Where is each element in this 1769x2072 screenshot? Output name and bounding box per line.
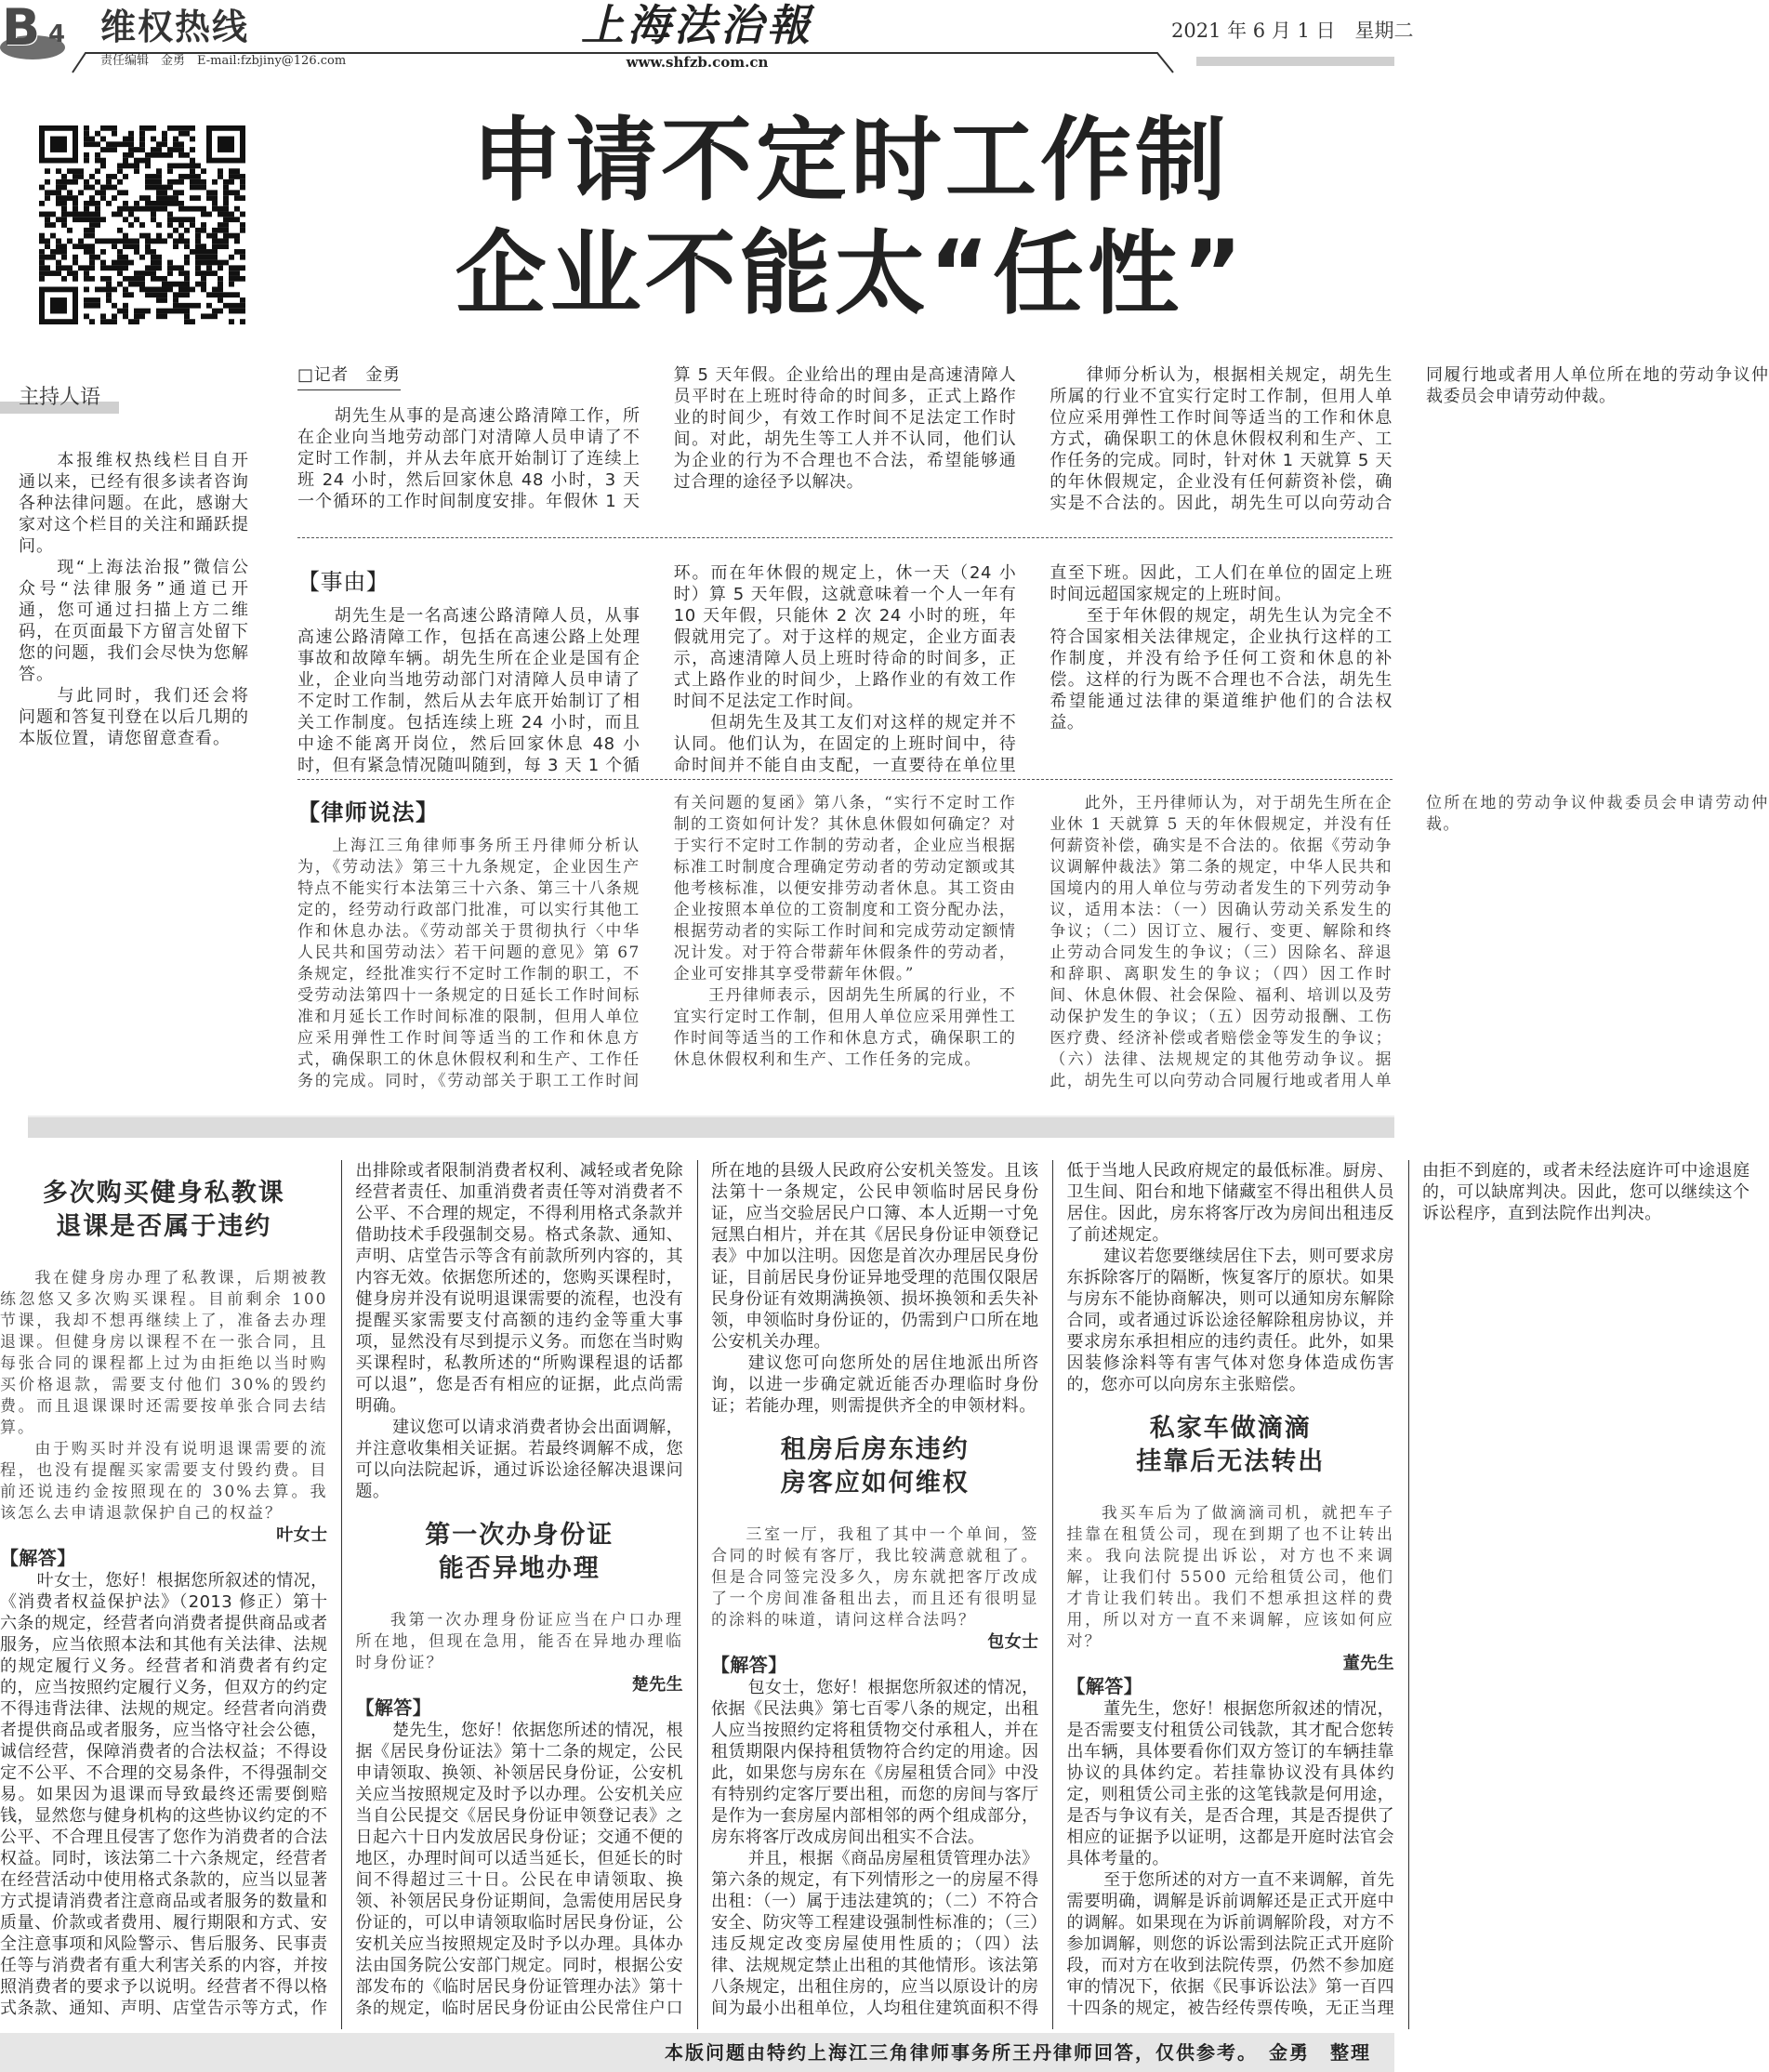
host-column-text [19,450,249,749]
headline [437,104,1264,331]
editor-line: 责任编辑 金勇 E-mail:fzbjiny@126.com [100,54,347,68]
article-lawyer-section [297,793,1769,1100]
qa-signature: 包女士 [987,1632,1039,1652]
qa-answer: 董先生，您好！根据您所叙述的情况，是否需要支付租赁公司钱款，其才配合您转出车辆，具体要看你们双方签订的车辆挂靠协议的具体约定。若挂靠协议没有具体约定，则租赁公司主张的这笔钱款是何用途，是否与争议有关，是否合理，其是否提供了相应的证据予以证明，这都是开庭时法官会具体考量的。 [1066,1699,1394,1868]
headline-line-1: 申请不定时工作制 [470,108,1230,214]
qa-answer-label: 【解答】 [711,1654,787,1676]
qa-title-line: 能否异地办理 [438,1554,601,1583]
intro-paragraph: 律师分析认为，根据相关规定，胡先生所属的行业不宜实行定时工作制，但用人单位应采用弹性工作时间等适当的工作和休息方式，确保职工的休息休假权利和生产、工作任务的完成。同时，针对休 1 天就算 5 天的年休假规定，企业没有任何薪资补偿，确实是不合法的。因此，胡先生可以向劳动合同履行地或者用人单位所在地的劳动争议仲裁委员会申请劳动仲裁。 [1050,365,1769,513]
qa-answer: 建议您可向您所处的居住地派出所咨询，以进一步确定就近能否办理临时身份证；若能办理，则需提供齐全的申领材料。 [711,1353,1039,1416]
qa-question: 由于购买时并没有说明退课需要的流程，也没有提醒买家需要支付毁约费。目前还说违约金按照现在的 30%去算。我该怎么去申请退款保护自己的权益？ [0,1440,328,1523]
cause-heading: 【事由】 [297,569,389,595]
qa-title [356,1519,684,1586]
lawyer-paragraph: 上海江三角律师事务所王丹律师分析认为，《劳动法》第三十九条规定，企业因生产特点不能实行本法第三十六条、第三十八条规定的，经劳动行政部门批准，可以实行其他工作和休息办法。《劳动部关于贯彻执行〈中华人民共和国劳动法〉若干问题的意见》第 67 条规定，经批准实行不定时工作制的职工，不受劳动法第四十一条规定的日延长工作时间标准和月延长工作时间标准的限制，但用人单位应采用弹性工作时间等适当的工作和休息方式，确保职工的休息休假权利和生产、工作任务的完成。同时，《劳动部关于职工工作时间有关问题的复函》第八条，“实行不定时工作制的工资如何计发？其休息休假如何确定？对于实行不定时工作制的劳动者，企业应当根据标准工时制度合理确定劳动者的劳动定额或其他考核标准，以便安排劳动者休息。其工资由企业按照本单位的工资制度和工资分配办法，根据劳动者的实际工作时间和完成劳动定额情况计发。对于符合带薪年休假条件的劳动者，企业可安排其享受带薪年休假。” [297,794,1017,1090]
qa-signature: 董先生 [1342,1654,1394,1673]
qa-title [0,1177,328,1244]
qa-title-line: 多次购买健身私教课 [42,1179,285,1208]
qa-answer: 建议若您要继续居住下去，则可要求房东拆除客厅的隔断，恢复客厅的原状。如果与房东不能协商解决，则可以通知房东解除合同，或者通过诉讼途径解除租房协议，并要求房东承担相应的违约责任。此外，如果因装修涂料等有害气体对您身体造成伤害的，您亦可以向房东主张赔偿。 [1066,1247,1394,1394]
qa-signature: 楚先生 [631,1675,683,1695]
qa-title [711,1433,1039,1500]
intro-paragraph: 胡先生从事的是高速公路清障工作，所在企业向当地劳动部门对清障人员申请了不定时工作制，并从去年底开始制订了连续上班 24 小时，然后回家休息 48 小时，3 天一个循环的工作时间制度安排。年假休 1 天算 5 天年假。企业给出的理由是高速清障人员平时在上班时待命的时间多，正式上路作业的时间少，有效工作时间不足法定工作时间。对此，胡先生等工人并不认同，他们认为企业的行为不合理也不合法，希望能够通过合理的途径予以解决。 [297,365,1017,511]
qa-answer-label: 【解答】 [0,1547,76,1569]
qa-title-line: 第一次办身份证 [425,1521,614,1550]
qa-title-line: 私家车做滴滴 [1149,1414,1312,1443]
issue-date: 2021 年 6 月 1 日 星期二 [1171,20,1414,42]
page-letter: B [2,0,41,57]
qa-answer: 至于您所述的对方一直不来调解，首先需要明确，调解是诉前调解还是正式开庭中的调解。如果现在为诉前调解阶段，对方不参加调解，则您的诉讼需到法院正式开庭阶段，而对方在收到法院传票，仍然不参加庭审的情况下，依据《民事诉讼法》第一百四十四条的规定，被告经传票传唤，无正当理由拒不到庭的，或者未经法庭许可中途退庭的，可以缺席判决。因此，您可以继续这个诉讼程序，直到法院作出判决。 [1066,1161,1750,2018]
host-paragraph: 与此同时，我们还会将问题和答复刊登在以后几期的本版位置，请您留意查看。 [19,686,249,748]
newspaper-masthead: 上海法治報 [581,0,813,50]
qa-question: 我买车后为了做滴滴司机，就把车子挂靠在租赁公司，现在到期了也不让转出来。我向法院提出诉讼，对方也不来调解，让我们付 5500 元给租赁公司，他们才肯让我们转出。我们不想承担这样的费用，所以对方一直不来调解，应该如何应对？ [1066,1504,1394,1651]
section-separator-band [28,1115,1394,1138]
qa-title-line: 退课是否属于违约 [56,1212,272,1241]
footer-bar [0,2033,1394,2072]
qa-answer: 包女士，您好！根据您所叙述的情况，依据《民法典》第七百零八条的规定，出租人应当按照约定将租赁物交付承租人，并在租赁期限内保持租赁物符合约定的用途。因此，如果您与房东在《房屋租赁合同》中没有特别约定客厅要出租，而您的房间与客厅是作为一套房屋内部相邻的两个组成部分，房东将客厅改成房间出租实不合法。 [711,1678,1039,1847]
dashed-divider [297,779,1393,780]
footer-note: 本版问题由特约上海江三角律师事务所王丹律师回答，仅供参考。 金勇 整理 [665,2041,1371,2064]
site-url[interactable]: www.shfzb.com.cn [626,54,769,71]
qa-title-line: 租房后房东违约 [780,1435,970,1464]
qa-answer: 叶女士，您好！根据您所叙述的情况，《消费者权益保护法》（2013 修正）第十六条的规定，经营者向消费者提供商品或者服务，应当依照本法和其他有关法律、法规的规定履行义务。经营者和消费者有约定的，应当按照约定履行义务，但双方的约定不得违背法律、法规的规定。经营者向消费者提供商品或者服务，应当恪守社会公德，诚信经营，保障消费者的合法权益；不得设定不公平、不合理的交易条件，不得强制交易。如果因为退课而导致最终还需要倒赔钱，显然您与健身机构的这些协议约定的不公平、不合理且侵害了您作为消费者的合法权益。同时，该法第二十六条规定，经营者在经营活动中使用格式条款的，应当以显著方式提请消费者注意商品或者服务的数量和质量、价款或者费用、履行期限和方式、安全注意事项和风险警示、售后服务、民事责任等与消费者有重大利害关系的内容，并按照消费者的要求予以说明。经营者不得以格式条款、通知、声明、店堂告示等方式，作出排除或者限制消费者权利、减轻或者免除经营者责任、加重消费者责任等对消费者不公平、不合理的规定，不得利用格式条款并借助技术手段强制交易。格式条款、通知、声明、店堂告示等含有前款所列内容的，其内容无效。依据您所述的，您购买课程时，健身房并没有说明退课需要的流程，也没有提醒买家需要支付高额的违约金等重大事项，显然没有尽到提示义务。而您在当时购买课程时，私教所述的“所购课程退的话都可以退”，您是否有相应的证据，此点尚需明确。 [0,1161,683,2018]
qa-title-line: 挂靠后无法转出 [1136,1447,1326,1476]
qa-answer: 楚先生，您好！依据您所述的情况，根据《居民身份证法》第十二条的规定，公民申请领取、换领、补领居民身份证，公安机关应当按照规定及时予以办理。公安机关应当自公民提交《居民身份证申领登记表》之日起六十日内发放居民身份证；交通不便的地区，办理时间可以适当延长，但延长的时间不得超过三十日。公民在申请领取、换领、补领居民身份证期间，急需使用居民身份证的，可以申请领取临时居民身份证，公安机关应当按照规定及时予以办理。具体办法由国务院公安部门规定。同时，根据公安部发布的《临时居民身份证管理办法》第十条的规定，临时居民身份证由公民常住户口所在地的县级人民政府公安机关签发。且该法第十一条规定，公民申领临时居民身份证，应当交验居民户口簿、本人近期一寸免冠黑白相片，并在其《居民身份证申领登记表》中加以注明。因您是首次办理居民身份证，目前居民身份证异地受理的范围仅限居民身份证有效期满换领、损坏换领和丢失补领，申领临时身份证的，仍需到户口所在地公安机关办理。 [355,1161,1039,2018]
host-paragraph: 现“上海法治报”微信公众号“法律服务”通道已开通，您可通过扫描上方二维码，在页面最下方留言处留下您的问题，我们会尽快为您解答。 [19,558,249,684]
article-cause-section [297,562,1393,778]
qa-question: 我在健身房办理了私教课，后期被教练忽悠又多次购买课程。目前剩余 100 节课，我却不想再继续上了，准备去办理退课。但健身房以课程不在一张合同，且每张合同的课程都上过为由拒绝以当时购买价格退款，需要支付他们 30%的毁约费。而且退课课时还需要按单张合同去结算。 [0,1269,328,1437]
lawyer-heading: 【律师说法】 [297,799,440,825]
cause-paragraph: 胡先生是一名高速公路清障人员，从事高速公路清障工作，包括在高速公路上处理事故和故障车辆。胡先生所在企业是国有企业，企业向当地劳动部门对清障人员申请了不定时工作制，然后从去年底开始制订了相关工作制度。包括连续上班 24 小时，而且中途不能离开岗位，然后回家休息 48 小时，但有紧急情况随叫随到，每 3 天 1 个循环。而在年休假的规定上，休一天（24 小时）算 5 天年假，这就意味着一个人一年有 10 天年假，只能休 2 次 24 小时的班，年假就用完了。对于这样的规定，企业方面表示，高速清障人员上班时待命的时间多，正式上路作业的时间少，上路作业的有效工作时间不足法定工作时间。 [297,563,1017,775]
page-number: 4 [48,20,66,48]
lawyer-paragraph: 王丹律师表示，因胡先生所属的行业，不宜实行定时工作制，但用人单位应采用弹性工作时间等适当的工作和休息方式，确保职工的休息休假权利和生产、工作任务的完成。 [673,986,1017,1069]
qa-answer: 并且，根据《商品房屋租赁管理办法》第六条的规定，有下列情形之一的房屋不得出租：（一）属于违法建筑的；（二）不符合安全、防灾等工程建设强制性标准的；（三）违反规定改变房屋使用性质的；（四）法律、法规规定禁止出租的其他情形。该法第八条规定，出租住房的，应当以原设计的房间为最小出租单位，人均租住建筑面积不得低于当地人民政府规定的最低标准。厨房、卫生间、阳台和地下储藏室不得出租供人员居住。因此，房东将客厅改为房间出租违反了前述规定。 [711,1161,1394,2018]
cause-paragraph: 但胡先生及其工友们对这样的规定并不认同。他们认为，在固定的上班时间中，待命时间并不能自由支配，一直要待在单位里直至下班。因此，工人们在单位的固定上班时间远超国家规定的上班时间。 [673,563,1393,775]
qa-answer: 建议您可以请求消费者协会出面调解，并注意收集相关证据。若最终调解不成，您可以向法院起诉，通过诉讼途径解决退课问题。 [355,1418,683,1501]
host-column-title: 主持人语 [19,386,101,409]
article-intro [297,364,1769,519]
qa-title [1067,1412,1395,1479]
dashed-divider [297,537,1393,538]
cause-paragraph: 至于年休假的规定，胡先生认为完全不符合国家相关法律规定，企业执行这样的工作制度，并没有给予任何工资和休息的补偿。这样的行为既不合理也不合法，胡先生希望能通过法律的渠道维护他们的合法权益。 [1050,606,1393,732]
qa-question: 三室一厅，我租了其中一个单间，签合同的时候有客厅，我比较满意就租了。但是合同签完没多久，房东就把客厅改成了一个房间准备租出去，而且还有很明显的涂料的味道，请问这样合法吗？ [711,1525,1039,1630]
host-paragraph: 本报维权热线栏目自开通以来，已经有很多读者咨询各种法律问题。在此，感谢大家对这个栏目的关注和踊跃提问。 [19,451,249,556]
section-title: 维权热线 [100,7,250,47]
headline-line-2: 企业不能太“任性” [455,221,1247,327]
qa-signature: 叶女士 [276,1525,328,1545]
lawyer-paragraph: 此外，王丹律师认为，对于胡先生所在企业休 1 天就算 5 天的年休假规定，并没有任何薪资补偿，确实是不合法的。依据《劳动争议调解仲裁法》第二条的规定，中华人民共和国境内的用人单位与劳动者发生的下列劳动争议，适用本法：（一）因确认劳动关系发生的争议；（二）因订立、履行、变更、解除和终止劳动合同发生的争议；（三）因除名、辞退和辞职、离职发生的争议；（四）因工作时间、休息休假、社会保险、福利、培训以及劳动保护发生的争议；（五）因劳动报酬、工伤医疗费、经济补偿或者赔偿金等发生的争议；（六）法律、法规规定的其他劳动争议。据此，胡先生可以向劳动合同履行地或者用人单位所在地的劳动争议仲裁委员会申请劳动仲裁。 [1050,794,1769,1090]
qr-code[interactable] [39,125,245,324]
qa-answer-label: 【解答】 [1066,1675,1143,1697]
byline: □记者 金勇 [297,364,401,390]
qa-answer-label: 【解答】 [355,1696,432,1719]
qa-title-line: 房客应如何维权 [780,1469,970,1498]
qa-question: 我第一次办理身份证应当在户口办理所在地，但现在急用，能否在异地办理临时身份证？ [355,1611,683,1672]
date-bar [1196,57,1394,66]
qa-columns [0,1160,1750,2029]
